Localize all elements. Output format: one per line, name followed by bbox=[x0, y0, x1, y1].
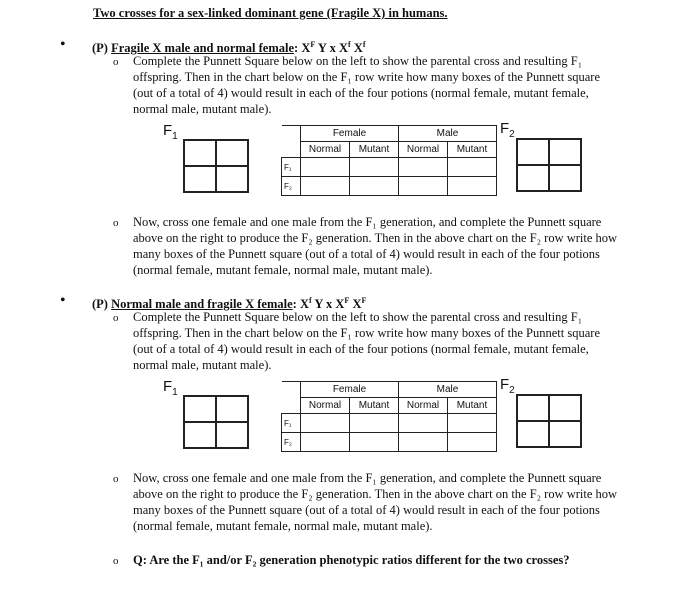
answer-cell[interactable] bbox=[448, 433, 497, 452]
answer-cell[interactable] bbox=[350, 414, 399, 433]
chart-label: 2 bbox=[509, 129, 515, 140]
question: Q: Are the F₁ and/or F₂ generation phenotypic ratios different for the two crosses? bbox=[133, 553, 570, 567]
answer-cell[interactable] bbox=[350, 433, 399, 452]
bullet-icon: o bbox=[113, 555, 119, 567]
punnett-square-f2[interactable] bbox=[516, 394, 582, 448]
punnett-square-f2[interactable] bbox=[516, 138, 582, 192]
cross-heading: (P) Fragile X male and normal female: $X^F$ Y x $X^f$ $X^f$ bbox=[92, 40, 366, 56]
bullet-icon: • bbox=[60, 292, 66, 309]
f2-label bbox=[500, 376, 515, 396]
bullet-icon: o bbox=[113, 312, 119, 324]
instruction-f2: Now, cross one female and one male from the F₁ generation, and complete the Punnett square above on the right to produce the F₂ generation. Then in the above chart on the F₂ row write how many boxes of the Punnett square (out of a total of 4) would result in each of the four potions (normal female, mutant female, normal male, mutant male). bbox=[133, 471, 618, 533]
answer-cell[interactable] bbox=[448, 177, 497, 196]
chart-label: F₂ bbox=[282, 433, 301, 452]
chart-label: Mutant bbox=[350, 142, 399, 158]
chart-label: Male bbox=[399, 382, 497, 398]
answer-cell[interactable] bbox=[301, 177, 350, 196]
chart-label: Mutant bbox=[350, 398, 399, 414]
chart-label: 1 bbox=[172, 387, 178, 398]
answer-cell[interactable] bbox=[399, 433, 448, 452]
instruction-f2: Now, cross one female and one male from the F₁ generation, and complete the Punnett square above on the right to produce the F₂ generation. Then in the above chart on the F₂ row write how many boxes of the Punnett square (out of a total of 4) would result in each of the four potions (normal female, mutant female, normal male, mutant male). bbox=[133, 215, 618, 277]
chart-label: F bbox=[500, 376, 510, 393]
chart-label: 1 bbox=[172, 131, 178, 142]
f1-label bbox=[163, 378, 178, 398]
instruction-f1: Complete the Punnett Square below on the left to show the parental cross and resulting F₁ offspring. Then in the chart below on the F₁ row write how many boxes of the Punnett square (out of a total of 4) would result in each of the four potions (normal female, mutant female, normal male, mutant male). bbox=[133, 310, 600, 372]
chart-label: Normal bbox=[399, 398, 448, 414]
chart-label: F bbox=[163, 122, 173, 139]
answer-cell[interactable] bbox=[448, 414, 497, 433]
answer-cell[interactable] bbox=[350, 158, 399, 177]
chart-label: Normal bbox=[301, 398, 350, 414]
bullet-icon: o bbox=[113, 217, 119, 229]
bullet-icon: • bbox=[60, 36, 66, 53]
answer-cell[interactable] bbox=[399, 177, 448, 196]
chart-label: Mutant bbox=[448, 142, 497, 158]
instruction-f1: Complete the Punnett Square below on the left to show the parental cross and resulting F₁ offspring. Then in the chart below on the F₁ row write how many boxes of the Punnett square (out of a total of 4) would result in each of the four potions (normal female, mutant female, normal male, mutant male). bbox=[133, 54, 600, 116]
f2-label bbox=[500, 120, 515, 140]
answer-cell[interactable] bbox=[448, 158, 497, 177]
punnett-square-f1[interactable] bbox=[183, 139, 249, 193]
answer-cell[interactable] bbox=[301, 414, 350, 433]
phenotype-chart bbox=[281, 381, 497, 452]
page-title: Two crosses for a sex-linked dominant gene (Fragile X) in humans. bbox=[93, 6, 448, 20]
chart-label: F₁ bbox=[282, 414, 301, 433]
chart-label: Normal bbox=[399, 142, 448, 158]
bullet-icon: o bbox=[113, 56, 119, 68]
chart-label: F bbox=[163, 378, 173, 395]
chart-label: F bbox=[500, 120, 510, 137]
cross-heading: (P) Normal male and fragile X female: $X^f$ Y x $X^F$ $X^F$ bbox=[92, 296, 367, 312]
bullet-icon: o bbox=[113, 473, 119, 485]
chart-label: 2 bbox=[509, 385, 515, 396]
chart-label: Mutant bbox=[448, 398, 497, 414]
answer-cell[interactable] bbox=[350, 177, 399, 196]
chart-label: Normal bbox=[301, 142, 350, 158]
answer-cell[interactable] bbox=[399, 414, 448, 433]
answer-cell[interactable] bbox=[301, 158, 350, 177]
chart-label: Female bbox=[301, 126, 399, 142]
phenotype-chart bbox=[281, 125, 497, 196]
answer-cell[interactable] bbox=[399, 158, 448, 177]
chart-label: Female bbox=[301, 382, 399, 398]
answer-cell[interactable] bbox=[301, 433, 350, 452]
punnett-square-f1[interactable] bbox=[183, 395, 249, 449]
chart-label: F₂ bbox=[282, 177, 301, 196]
f1-label bbox=[163, 122, 178, 142]
chart-label: Male bbox=[399, 126, 497, 142]
chart-label: F₁ bbox=[282, 158, 301, 177]
